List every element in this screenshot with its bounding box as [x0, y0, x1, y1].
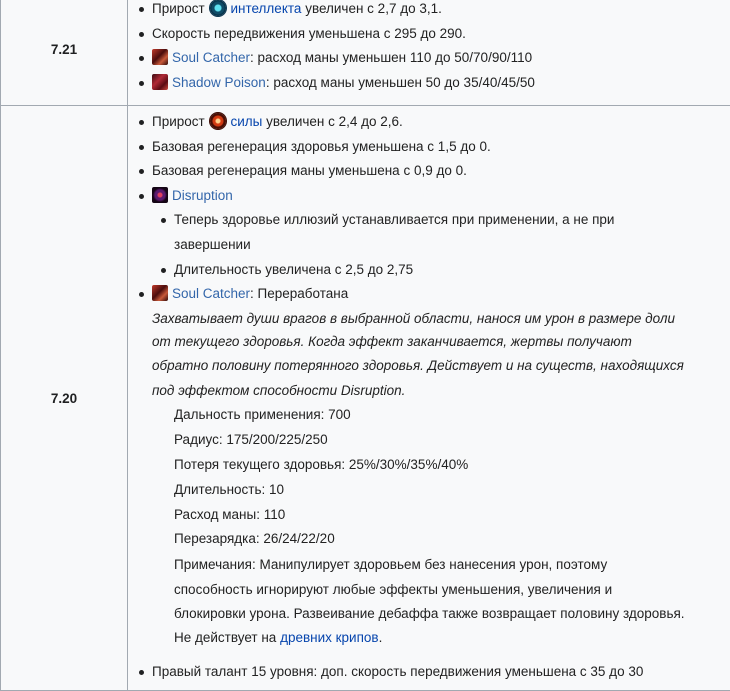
version-cell	[1, 0, 128, 106]
item-text: увеличен с 2,7 до 3,1.	[305, 1, 442, 16]
soul-catcher-icon[interactable]	[152, 285, 168, 301]
description-line: обратно половину потерянного здоровья. Действует и на существ, находящихся	[152, 354, 730, 378]
item-text: Скорость передвижения уменьшена с 295 до 290.	[152, 26, 466, 41]
list-item	[128, 135, 730, 160]
strength-icon	[210, 113, 226, 129]
stat-line: Потеря текущего здоровья: 25%/30%/35%/40%	[174, 453, 730, 478]
intelligence-link[interactable]: интеллекта	[230, 1, 301, 16]
changes-list	[128, 660, 730, 685]
version-cell	[1, 106, 128, 691]
disruption-sublist	[128, 208, 730, 282]
stat-line: Перезарядка: 26/24/22/20	[174, 527, 730, 552]
changes-cell	[128, 0, 730, 106]
ability-notes	[174, 553, 730, 650]
list-item	[128, 660, 730, 685]
changes-list	[128, 282, 730, 307]
changes-cell	[128, 106, 730, 691]
ability-stats	[128, 403, 730, 651]
intelligence-icon	[210, 0, 226, 16]
item-text: Правый талант 15 уровня: доп. скорость передвижения уменьшена с 35 до 30	[152, 664, 643, 679]
item-text: Базовая регенерация здоровья уменьшена с 1,5 до 0.	[152, 139, 491, 154]
patch-row-7-20	[1, 106, 730, 691]
list-item	[128, 71, 730, 96]
item-text: : Переработана	[250, 286, 348, 301]
note-line	[174, 626, 730, 650]
item-text: : расход маны уменьшен 50 до 35/40/45/50	[266, 75, 535, 90]
item-text: : расход маны уменьшен 110 до 50/70/90/110	[250, 50, 532, 65]
note-line: способность игнорируют любые эффекты уменьшения, увеличения и	[174, 578, 730, 602]
version-label: 7.21	[51, 42, 77, 57]
changes-list	[128, 110, 730, 208]
stat-line: Дальность применения: 700	[174, 403, 730, 428]
item-text: Длительность увеличена с 2,5 до 2,75	[174, 262, 413, 277]
item-text: Прирост	[152, 114, 205, 129]
list-item	[128, 46, 730, 71]
shadow-poison-icon[interactable]	[152, 74, 168, 90]
patch-row-7-21	[1, 0, 730, 106]
soul-catcher-icon[interactable]	[152, 49, 168, 65]
stat-line: Расход маны: 110	[174, 503, 730, 528]
list-item	[128, 184, 730, 209]
soul-catcher-link[interactable]: Soul Catcher	[172, 286, 250, 301]
list-item	[128, 208, 730, 233]
list-item	[128, 258, 730, 283]
list-item	[128, 0, 730, 22]
list-item	[128, 110, 730, 135]
item-text: Базовая регенерация маны уменьшена с 0,9 до 0.	[152, 163, 467, 178]
item-text: завершении	[174, 237, 251, 252]
list-item-continuation	[128, 233, 730, 258]
ancient-creeps-link[interactable]: древних крипов	[280, 630, 379, 645]
disruption-link[interactable]: Disruption	[172, 188, 233, 203]
item-text: увеличен с 2,4 до 2,6.	[266, 114, 403, 129]
stat-line: Длительность: 10	[174, 478, 730, 503]
note-line: блокировки урона. Развеивание дебаффа также возвращает половину здоровья.	[174, 602, 730, 626]
note-line: Примечания: Манипулирует здоровьем без нанесения урон, поэтому	[174, 553, 730, 577]
item-text: Теперь здоровье иллюзий устанавливается при применении, а не при	[174, 212, 614, 227]
disruption-icon[interactable]	[152, 187, 168, 203]
description-line: Захватывает души врагов в выбранной области, нанося им урон в размере доли	[152, 307, 730, 331]
list-item	[128, 22, 730, 47]
note-text: Не действует на	[174, 630, 276, 645]
description-line: под эффектом способности Disruption.	[152, 379, 730, 403]
stat-line: Радиус: 175/200/225/250	[174, 428, 730, 453]
item-text: Прирост	[152, 1, 205, 16]
ability-description	[128, 307, 730, 403]
description-line: от текущего здоровья. Когда эффект заканчивается, жертвы получают	[152, 330, 730, 354]
note-text: .	[379, 630, 383, 645]
strength-link[interactable]: силы	[230, 114, 262, 129]
version-label: 7.20	[51, 391, 77, 406]
changes-list	[128, 0, 730, 95]
list-item	[128, 159, 730, 184]
shadow-poison-link[interactable]: Shadow Poison	[172, 75, 266, 90]
soul-catcher-link[interactable]: Soul Catcher	[172, 50, 250, 65]
list-item	[128, 282, 730, 307]
